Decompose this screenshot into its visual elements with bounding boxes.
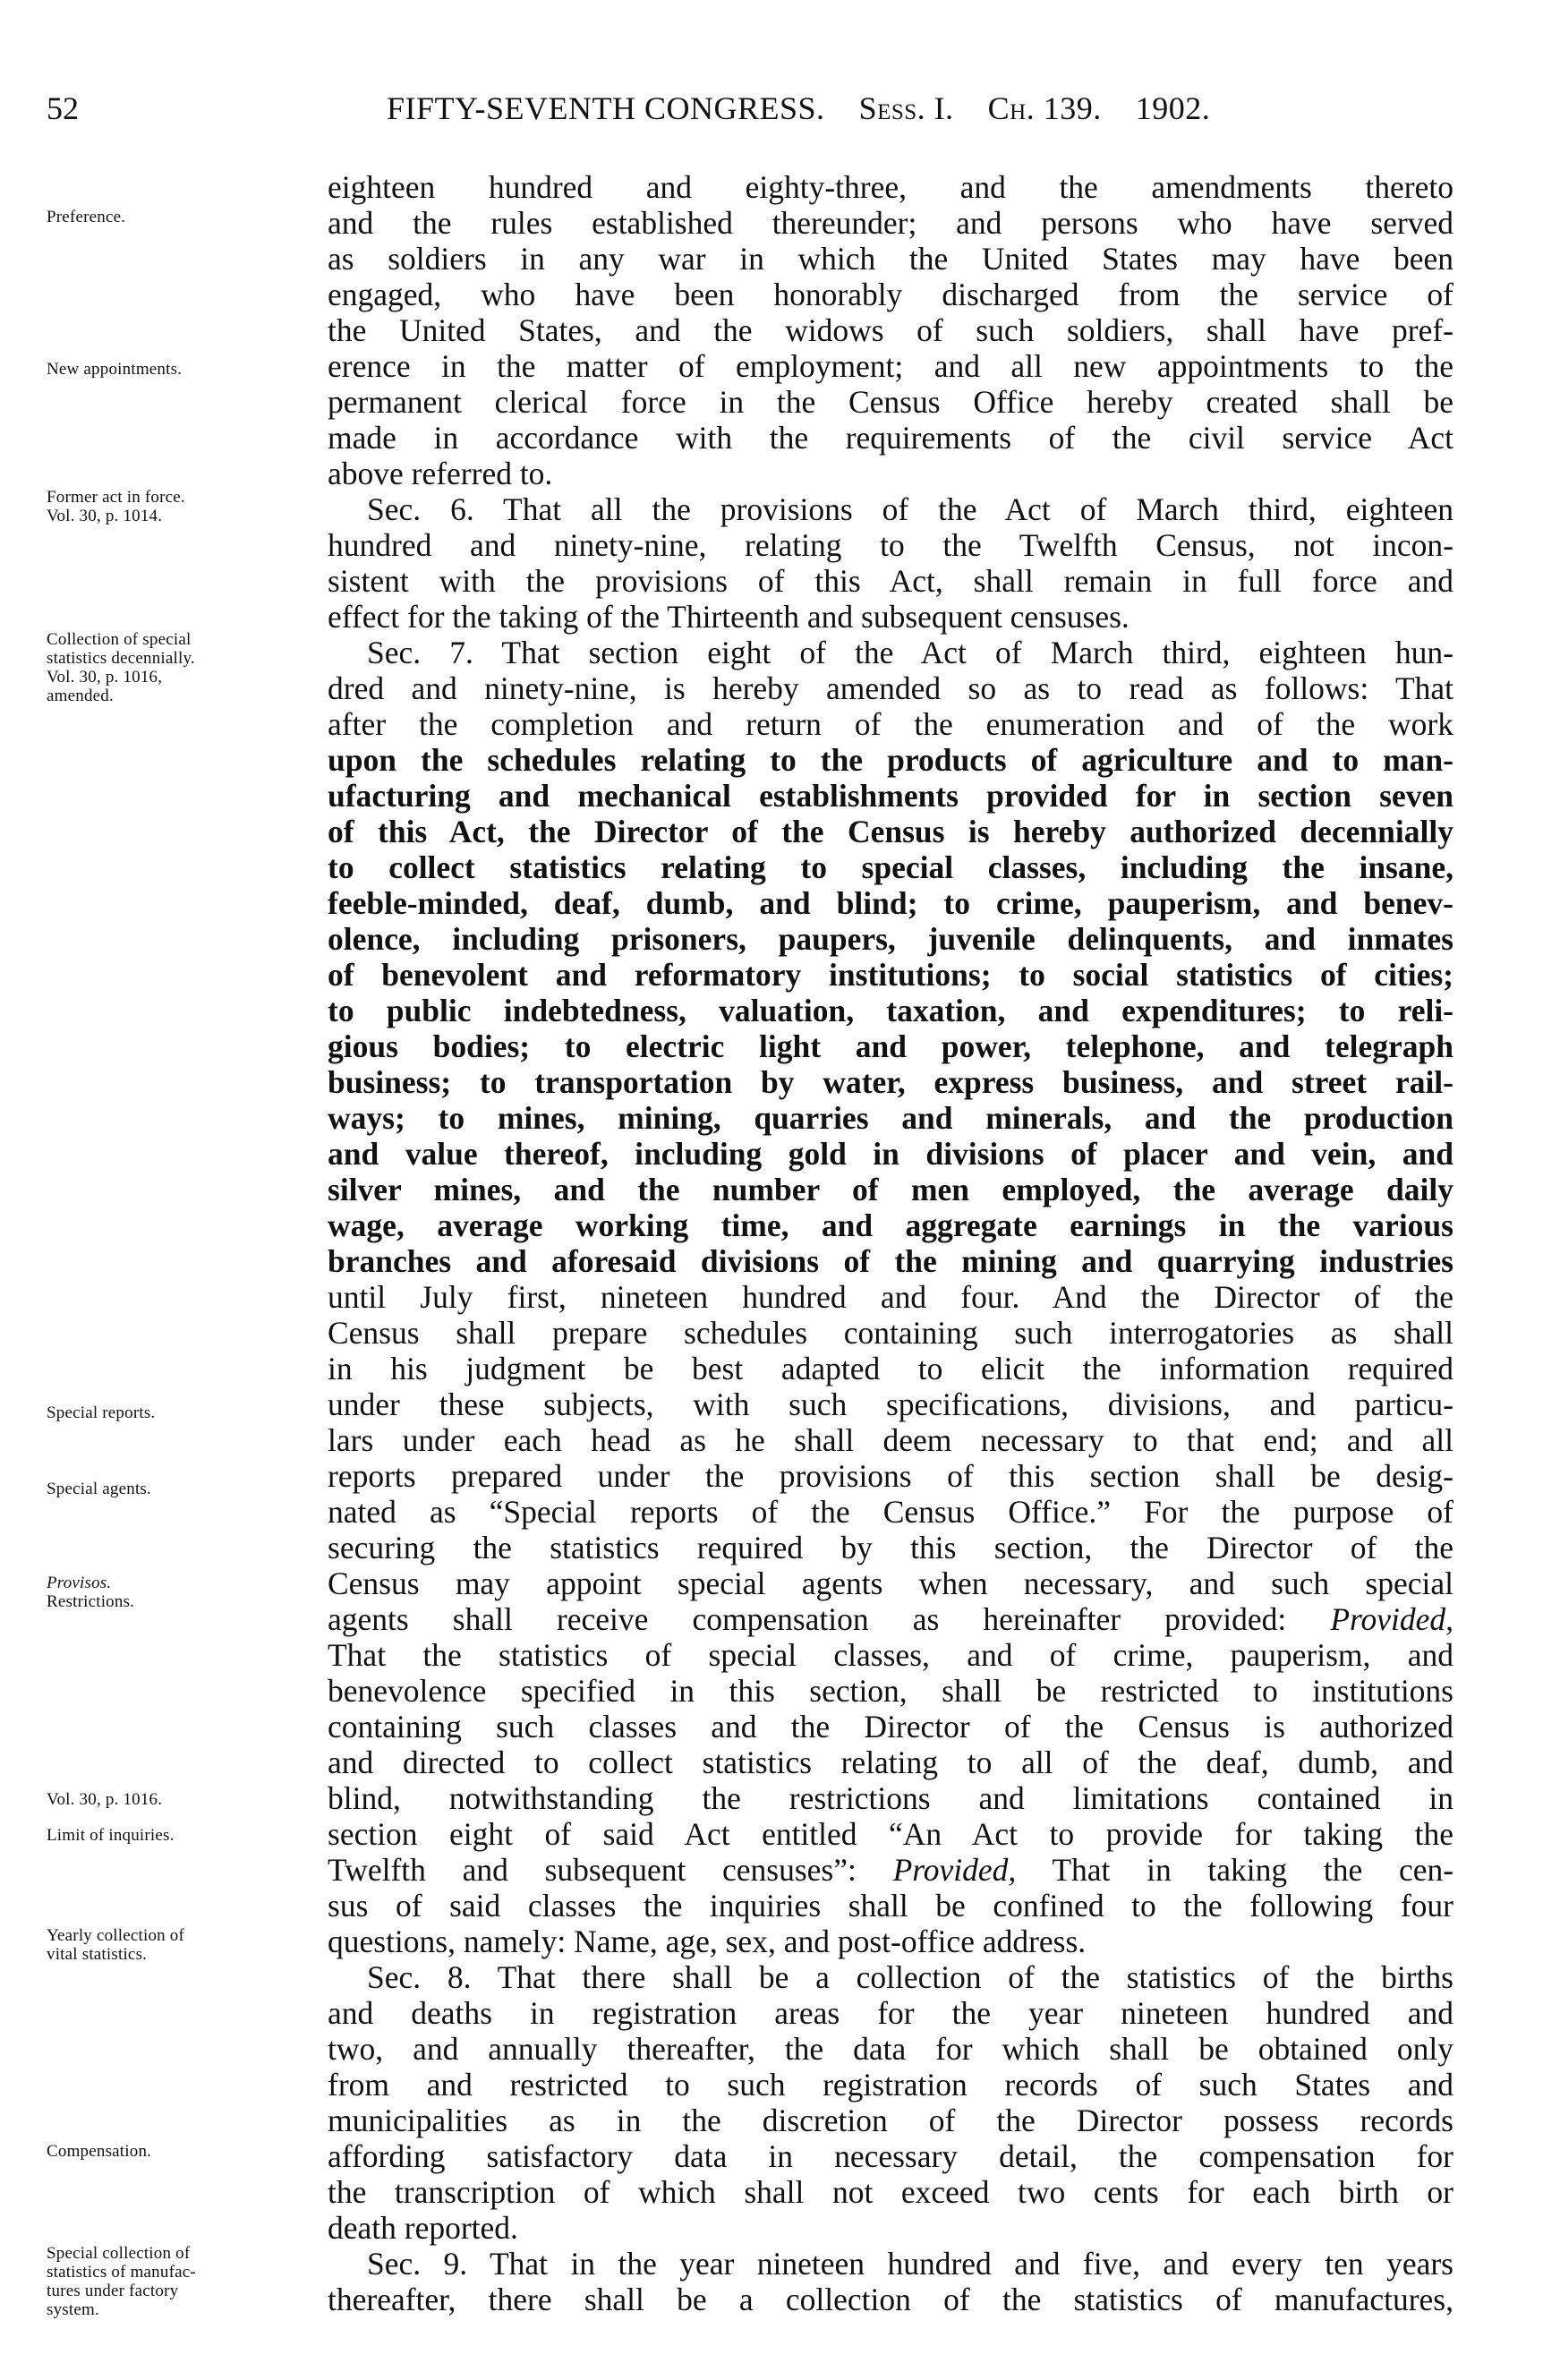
margin-note-line: vital statistics. [47, 1945, 148, 1964]
section-7-start: Sec. 7. That section eight of the Act of March third, eighteen hun- [367, 635, 1453, 670]
margin-note: Special agents. [47, 1480, 151, 1498]
text-line: lars under each head as he shall deem necessary to that end; and all [328, 1422, 1453, 1458]
text-line: and value thereof, including gold in divisions of placer and vein, and [328, 1136, 1453, 1172]
proviso-italic: Provided, [1330, 1601, 1454, 1637]
text-line: Census shall prepare schedules containing such interrogatories as shall [328, 1315, 1453, 1351]
text-line [328, 1600, 1453, 1638]
text-line: silver mines, and the number of men employed, the average daily [328, 1172, 1453, 1207]
margin-note: New appointments. [47, 360, 183, 379]
running-head [387, 86, 1210, 131]
text-line: business; to transportation by water, express business, and street rail- [328, 1064, 1453, 1100]
text-line: hundred and ninety-nine, relating to the Twelfth Census, not incon- [328, 527, 1453, 563]
text-line: and the rules established thereunder; and persons who have served [328, 205, 1453, 241]
text-line: engaged, who have been honorably discharged from the service of [328, 277, 1453, 312]
text-line: to collect statistics relating to special classes, including the insane, [328, 849, 1453, 885]
text-line: two, and annually thereafter, the data for which shall be obtained only [328, 2031, 1453, 2067]
text-line: and directed to collect statistics relating to all of the deaf, dumb, and [328, 1744, 1453, 1780]
margin-note-line: statistics of manufac- [47, 2263, 196, 2282]
text-line: above referred to. [328, 456, 553, 491]
text-line: made in accordance with the requirements of the civil service Act [328, 420, 1453, 456]
text-line: as soldiers in any war in which the United States may have been [328, 241, 1453, 277]
text-line: upon the schedules relating to the products of agriculture and to man- [328, 742, 1453, 778]
section-8-start: Sec. 8. That there shall be a collection of the statistics of the births [367, 1959, 1453, 1995]
text-line: the United States, and the widows of such soldiers, shall have pref- [328, 312, 1453, 348]
margin-note-line: Restrictions. [47, 1592, 135, 1611]
text-line: securing the statistics required by this section, the Director of the [328, 1530, 1453, 1565]
text-line: Census may appoint special agents when necessary, and such special [328, 1565, 1453, 1601]
text-line: thereafter, there shall be a collection of the statistics of manufactures, [328, 2282, 1453, 2317]
margin-note-line: amended. [47, 687, 114, 705]
page-header [47, 86, 1443, 131]
text-line: blind, notwithstanding the restrictions and limitations contained in [328, 1780, 1453, 1816]
margin-note [47, 1926, 324, 1964]
margin-note-line: system. [47, 2300, 99, 2319]
margin-note [47, 2244, 324, 2319]
text-line: death reported. [328, 2210, 518, 2246]
margin-note-line: Former act in force. [47, 488, 185, 507]
text-line [328, 1851, 1453, 1889]
margin-note: Compensation. [47, 2142, 152, 2161]
text-line: section eight of said Act entitled “An Act to provide for taking the [328, 1816, 1453, 1852]
text-line: erence in the matter of employment; and all new appointments to the [328, 348, 1453, 384]
section-9-start: Sec. 9. That in the year nineteen hundred and five, and every ten years [367, 2246, 1453, 2282]
text-line: of this Act, the Director of the Census is hereby authorized decennially [328, 814, 1453, 849]
text-line: nated as “Special reports of the Census Office.” For the purpose of [328, 1494, 1453, 1530]
margin-note-line: statistics decennially. [47, 649, 195, 668]
margin-note: Limit of inquiries. [47, 1826, 175, 1845]
margin-note: Vol. 30, p. 1016. [47, 1790, 163, 1809]
margin-note [47, 630, 324, 705]
margin-note [47, 1574, 324, 1611]
margin-note-line: Provisos. [47, 1574, 112, 1592]
margin-note: Preference. [47, 208, 126, 226]
text-line: after the completion and return of the enumeration and of the work [328, 706, 1453, 742]
text-line: branches and aforesaid divisions of the mining and quarrying industries [328, 1243, 1453, 1279]
chapter: Ch. 139. [987, 90, 1102, 126]
text-line: permanent clerical force in the Census Office hereby created shall be [328, 384, 1453, 420]
text-span: agents shall receive compensation as hereinafter provided: [328, 1601, 1287, 1637]
text-line: ufacturing and mechanical establishments provided for in section seven [328, 778, 1453, 814]
margin-note-line: Vol. 30, p. 1014. [47, 507, 163, 525]
text-line: under these subjects, with such specifications, divisions, and particu- [328, 1386, 1453, 1422]
text-line: containing such classes and the Director of the Census is authorized [328, 1709, 1453, 1744]
text-line: feeble-minded, deaf, dumb, and blind; to crime, pauperism, and benev- [328, 885, 1453, 921]
text-span: That in taking the cen- [1052, 1852, 1454, 1888]
text-span: Twelfth and subsequent censuses”: [328, 1852, 857, 1888]
text-line: affording satisfactory data in necessary detail, the compensation for [328, 2138, 1453, 2174]
margin-note-line: Collection of special [47, 630, 192, 649]
year: 1902. [1135, 90, 1211, 126]
text-line: olence, including prisoners, paupers, juvenile delinquents, and inmates [328, 921, 1453, 957]
text-line: of benevolent and reformatory institutions; to social statistics of cities; [328, 957, 1453, 993]
text-line: effect for the taking of the Thirteenth and subsequent censuses. [328, 599, 1130, 635]
text-line: reports prepared under the provisions of this section shall be desig- [328, 1458, 1453, 1494]
text-line: in his judgment be best adapted to elicit the information required [328, 1351, 1453, 1386]
text-line: gious bodies; to electric light and power, telephone, and telegraph [328, 1028, 1453, 1064]
text-line: the transcription of which shall not exceed two cents for each birth or [328, 2174, 1453, 2210]
margin-note-line: Special collection of [47, 2244, 191, 2263]
margin-note: Special reports. [47, 1403, 156, 1422]
margin-note [47, 488, 324, 525]
text-line: eighteen hundred and eighty-three, and the amendments thereto [328, 169, 1453, 205]
text-line: sistent with the provisions of this Act, shall remain in full force and [328, 563, 1453, 599]
margin-note-line: Yearly collection of [47, 1926, 185, 1945]
text-line: until July first, nineteen hundred and four. And the Director of the [328, 1279, 1453, 1315]
text-line: and deaths in registration areas for the year nineteen hundred and [328, 1995, 1453, 2031]
page-number: 52 [47, 90, 79, 126]
text-line: benevolence specified in this section, shall be restricted to institutions [328, 1673, 1453, 1709]
text-line: to public indebtedness, valuation, taxation, and expenditures; to reli- [328, 993, 1453, 1028]
text-line: That the statistics of special classes, and of crime, pauperism, and [328, 1637, 1453, 1673]
text-line: questions, namely: Name, age, sex, and post-office address. [328, 1924, 1087, 1959]
session: Sess. I. [858, 90, 954, 126]
proviso-italic: Provided, [892, 1852, 1017, 1888]
text-line: dred and ninety-nine, is hereby amended so as to read as follows: That [328, 670, 1453, 706]
text-line: sus of said classes the inquiries shall be confined to the following four [328, 1888, 1453, 1924]
margin-note-line: Vol. 30, p. 1016, [47, 668, 163, 687]
text-line: ways; to mines, mining, quarries and minerals, and the production [328, 1100, 1453, 1136]
section-6-start: Sec. 6. That all the provisions of the Act of March third, eighteen [367, 491, 1453, 527]
text-line: from and restricted to such registration records of such States and [328, 2067, 1453, 2103]
running-title: FIFTY-SEVENTH CONGRESS. [387, 90, 825, 126]
text-line: municipalities as in the discretion of the Director possess records [328, 2103, 1453, 2138]
text-line: wage, average working time, and aggregate earnings in the various [328, 1207, 1453, 1243]
margin-note-line: tures under factory [47, 2282, 179, 2300]
